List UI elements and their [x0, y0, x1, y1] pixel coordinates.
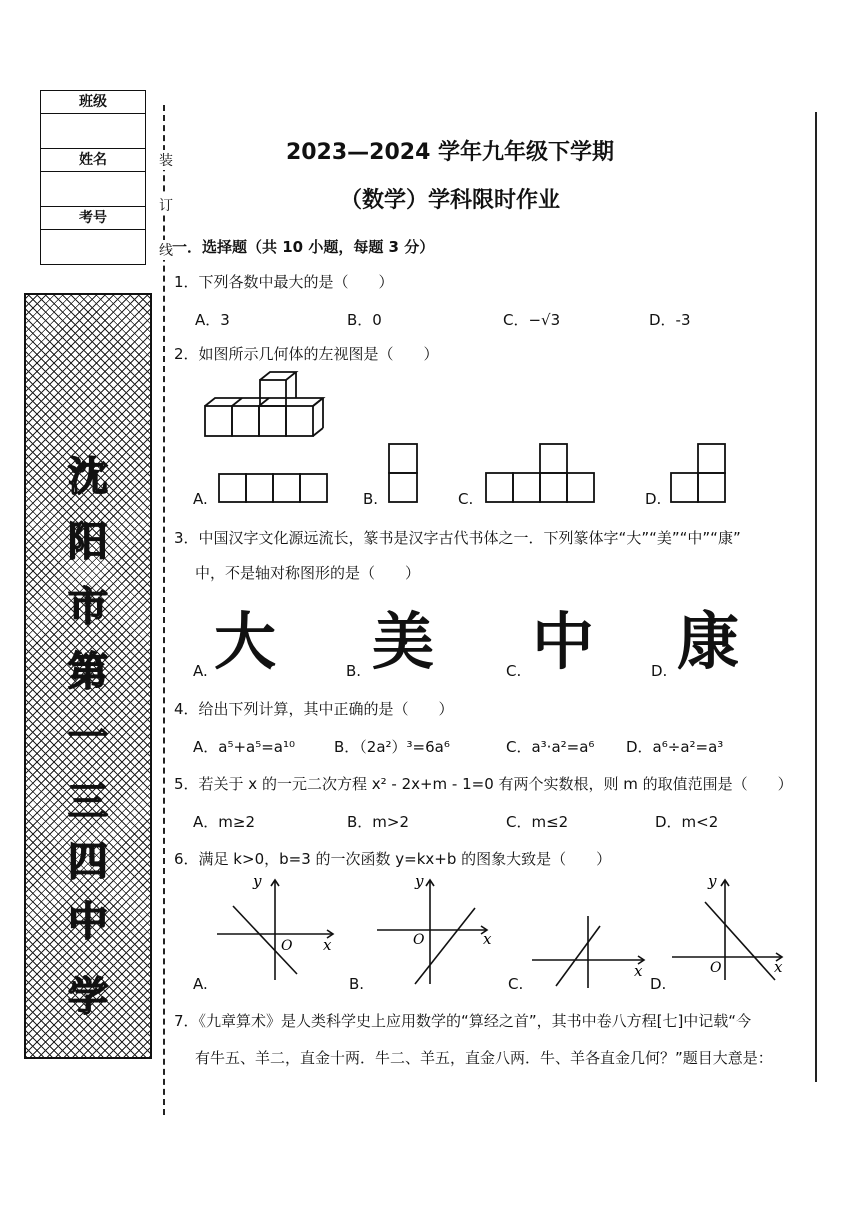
q4-option-a[interactable]: A．a⁵+a⁵=a¹⁰ [193, 738, 296, 756]
q3-stem-line1: 3．中国汉字文化源远流长，篆书是汉字古代书体之一．下列篆体字“大”“美”“中”“康” [174, 529, 741, 547]
q4-option-d[interactable]: D．a⁶÷a²=a³ [626, 738, 724, 756]
q6-option-d[interactable]: D. [650, 975, 667, 993]
class-field[interactable] [41, 114, 145, 149]
q2-option-d[interactable]: D. [645, 490, 662, 508]
axis-x-label: x [483, 930, 492, 948]
q6-option-b[interactable]: B. [349, 975, 365, 993]
school-char: 三 [68, 779, 108, 825]
q2-solid-figure [200, 368, 330, 440]
q2-view-a [218, 473, 332, 505]
right-margin-line [815, 112, 817, 1082]
school-char: 沈 [68, 454, 108, 500]
binding-char-3: 线 [159, 240, 173, 260]
school-char: 阳 [68, 519, 108, 565]
q7-stem-line2: 有牛五、羊二，直金十两．牛二、羊五，直金八两．牛、羊各直金几何？”题目大意是： [195, 1049, 773, 1067]
q3-glyph-kang: 康 [677, 605, 738, 678]
q6-option-c[interactable]: C. [508, 975, 524, 993]
q4-option-c[interactable]: C．a³·a²=a⁶ [506, 738, 595, 756]
q2-view-b [388, 443, 420, 505]
school-char: 中 [68, 899, 108, 945]
id-label: 考号 [41, 207, 145, 230]
q3-option-d[interactable]: D. [651, 662, 668, 680]
q6-graph-a [215, 872, 340, 982]
q3-glyph-zhong: 中 [532, 605, 593, 678]
school-char: 四 [68, 839, 108, 885]
q5-option-a[interactable]: A．m≥2 [193, 813, 255, 831]
q1-option-b[interactable]: B．0 [347, 311, 382, 329]
axis-y-label: y [253, 872, 262, 890]
axis-y-label: y [708, 872, 717, 890]
student-info-table [40, 90, 146, 265]
q6-graph-b [375, 872, 500, 987]
axis-y-label: y [415, 872, 424, 890]
name-field[interactable] [41, 172, 145, 207]
q5-stem: 5．若关于 x 的一元二次方程 x² - 2x+m - 1=0 有两个实数根，则 m 的取值范围是（ ） [174, 775, 793, 793]
q4-option-b[interactable]: B．（2a²）³=6a⁶ [334, 738, 450, 756]
q5-option-b[interactable]: B．m>2 [347, 813, 410, 831]
q5-option-d[interactable]: D．m<2 [655, 813, 719, 831]
q3-option-a[interactable]: A. [193, 662, 208, 680]
q3-glyph-da: 大 [214, 605, 275, 678]
binding-char-1: 装 [159, 150, 173, 170]
q2-view-c [485, 443, 597, 505]
page-title: 2023—2024 学年九年级下学期 [285, 140, 615, 165]
q2-option-b[interactable]: B. [363, 490, 379, 508]
id-field[interactable] [41, 230, 145, 264]
q2-view-d [670, 443, 728, 505]
q7-stem-line1: 7．《九章算术》是人类科学史上应用数学的“算经之首”，其书中卷八方程[七]中记载“今 [174, 1012, 752, 1030]
school-char: 学 [68, 974, 108, 1020]
q6-graph-d [670, 872, 795, 984]
origin-label: O [281, 938, 293, 954]
page-subtitle: （数学）学科限时作业 [339, 188, 560, 213]
school-char: 一 [68, 714, 108, 760]
axis-x-label: x [774, 958, 783, 976]
q3-stem-line2: 中，不是轴对称图形的是（ ） [195, 564, 421, 582]
origin-label: O [413, 932, 425, 948]
q2-stem: 2．如图所示几何体的左视图是（ ） [174, 345, 439, 363]
q6-option-a[interactable]: A. [193, 975, 208, 993]
q2-option-a[interactable]: A. [193, 490, 208, 508]
q6-stem: 6．满足 k>0，b=3 的一次函数 y=kx+b 的图象大致是（ ） [174, 850, 612, 868]
origin-label: O [710, 960, 722, 976]
q6-graph-c [530, 912, 650, 992]
q3-glyph-mei: 美 [372, 605, 433, 678]
q5-option-c[interactable]: C．m≤2 [506, 813, 569, 831]
class-label: 班级 [41, 91, 145, 114]
school-banner [24, 293, 152, 1059]
axis-x-label: x [634, 962, 643, 980]
q1-stem: 1．下列各数中最大的是（ ） [174, 273, 394, 291]
school-char: 市 [68, 584, 108, 630]
q3-option-b[interactable]: B. [346, 662, 362, 680]
name-label: 姓名 [41, 149, 145, 172]
q1-option-c[interactable]: C．−√3 [503, 311, 561, 329]
q4-stem: 4．给出下列计算，其中正确的是（ ） [174, 700, 454, 718]
school-char: 第 [68, 649, 108, 695]
section-heading: 一．选择题（共 10 小题，每题 3 分） [172, 238, 435, 256]
axis-x-label: x [323, 936, 332, 954]
q1-option-d[interactable]: D．-3 [649, 311, 691, 329]
q2-option-c[interactable]: C. [458, 490, 474, 508]
binding-char-2: 订 [159, 195, 173, 215]
q1-option-a[interactable]: A．3 [195, 311, 230, 329]
q3-option-c[interactable]: C. [506, 662, 522, 680]
